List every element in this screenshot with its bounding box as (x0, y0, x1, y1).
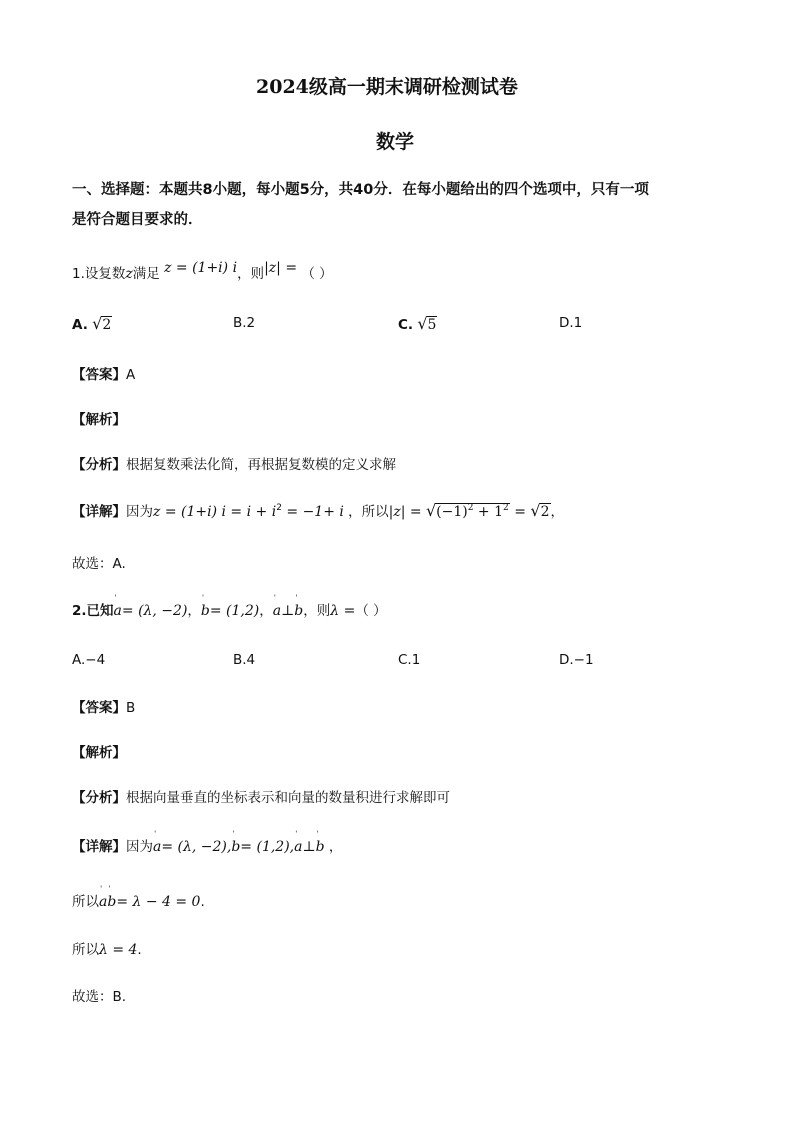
q1-var: z (125, 266, 133, 282)
question-1 (72, 262, 333, 282)
q2-option-b: B.4 (233, 652, 256, 668)
q2-fenxi-text: 根据向量垂直的坐标表示和向量的数量积进行求解即可 (126, 790, 450, 806)
q2-tail: （ ） (355, 603, 387, 619)
q2-fenxi-label: 【分析】 (72, 790, 126, 806)
q2-option-c: C.1 (398, 652, 421, 668)
q1-answer-label: 【答案】 (72, 367, 126, 383)
section-heading-line2: 是符合题目要求的． (72, 212, 203, 228)
q1-detail-eq1: z = (1+i) i = i + i (153, 504, 277, 520)
q1-detail-sup-a: 2 (467, 503, 474, 513)
sqrt-symbol: √5 (417, 314, 437, 333)
q1-detail-sup-b: 2 (503, 503, 509, 513)
q2-gu: 故选：B. (72, 989, 127, 1005)
vector-a: ˈ a (113, 594, 122, 619)
vector-b: ˈ b (107, 885, 117, 910)
perp-symbol: ⊥ (281, 603, 295, 619)
q1-option-c-value: 5 (427, 317, 437, 333)
q2-analysis-label: 【解析】 (72, 745, 126, 761)
q2-lambda-eq: λ = (330, 603, 356, 619)
q1-detail-eq1b: = −1+ i (281, 504, 344, 520)
q1-detail-eq2b: = (509, 504, 531, 520)
q1-gu: 故选：A. (72, 556, 126, 572)
q1-option-c (398, 314, 437, 333)
perp-symbol: ⊥ (302, 839, 316, 855)
section-heading-line1: 一、选择题：本题共8小题，每小题5分，共40分．在每小题给出的四个选项中，只有一项 (72, 182, 649, 198)
q1-option-a-label: A. (72, 317, 88, 333)
q2-detail-a: = (λ, −2), (161, 839, 232, 855)
q1-detail (72, 500, 564, 520)
q2-detail-b: = (1,2), (240, 839, 295, 855)
vector-b: ˈ b (315, 830, 325, 855)
q2-sep1: ， (187, 603, 201, 619)
q2-suoyi1-eq: = λ − 4 = 0 (116, 894, 201, 910)
q1-option-b: B.2 (233, 315, 256, 331)
q1-option-d: D.1 (559, 315, 583, 331)
q2-suoyi-1 (72, 885, 205, 910)
q2-option-d: D.−1 (559, 652, 594, 668)
q1-detail-sqrt-a: (−1) (436, 504, 468, 520)
sqrt-symbol: √2 (92, 314, 112, 333)
vector-a: ˈ a (272, 594, 282, 619)
q1-prefix: 1.设复数 (72, 266, 126, 282)
q2-prefix: 2.已知 (72, 603, 114, 619)
sqrt-symbol: $√(-1)^2 + 1^2$ (425, 501, 509, 520)
q1-detail-sqrt-b: + 1 (473, 504, 504, 520)
q1-fenxi-text: 根据复数乘法化简，再根据复数模的定义求解 (126, 457, 396, 473)
vector-a: ˈ a (99, 885, 108, 910)
q1-detail-label: 【详解】 (72, 504, 126, 520)
q2-answer (72, 696, 135, 716)
q1-equation: z = (1+i) i (164, 260, 238, 276)
q1-fenxi-label: 【分析】 (72, 457, 126, 473)
q2-suoyi1-prefix: 所以 (72, 894, 99, 910)
q2-answer-value: B (126, 700, 136, 716)
vector-b: ˈ b (200, 594, 210, 619)
q2-detail (72, 830, 343, 855)
q2-detail-prefix: 因为 (126, 839, 153, 855)
q2-answer-label: 【答案】 (72, 700, 126, 716)
q1-answer-value: A (126, 367, 136, 383)
q2-b-eq: = (1,2) (209, 603, 260, 619)
q1-mid: ，则 (237, 266, 265, 282)
question-2 (72, 594, 387, 619)
q2-a-eq: = (λ, −2) (121, 603, 188, 619)
q1-answer (72, 363, 135, 383)
vector-a: ˈ a (153, 830, 162, 855)
q1-detail-prefix: 因为 (126, 504, 153, 520)
q1-analysis-label: 【解析】 (72, 412, 126, 428)
q2-option-a: A.−4 (72, 652, 106, 668)
q1-detail-abs: |z| = (388, 504, 422, 520)
q1-cond: 满足 (132, 266, 160, 282)
q2-mid: ，则 (303, 603, 331, 619)
q2-fenxi (72, 786, 450, 806)
q1-detail-sqrt3: 2 (540, 504, 550, 520)
page-title: 2024级高一期末调研检测试卷 (256, 76, 518, 98)
q1-detail-sup: 2 (276, 503, 282, 513)
sqrt-symbol: √2 (530, 501, 550, 520)
q1-detail-end: ， (550, 504, 565, 520)
vector-a: ˈ a (294, 830, 303, 855)
q2-detail-label: 【详解】 (72, 839, 126, 855)
q2-suoyi2-eq: λ = 4 (99, 942, 138, 958)
q2-suoyi2-prefix: 所以 (72, 942, 99, 958)
q1-fenxi (72, 453, 396, 473)
vector-b: ˈ b (294, 594, 304, 619)
q1-detail-mid: ，所以 (348, 504, 389, 520)
vector-b: ˈ b (231, 830, 241, 855)
subject-title: 数学 (376, 131, 415, 153)
q2-sep2: ， (259, 603, 273, 619)
q1-tail: （ ） (301, 266, 333, 282)
q2-suoyi-2 (72, 938, 142, 958)
q1-option-a-value: 2 (102, 317, 112, 333)
q2-suoyi2-end: . (137, 942, 142, 958)
q1-option-a (72, 314, 112, 333)
q1-abs: |z| = (264, 260, 298, 276)
q1-option-c-label: C. (398, 317, 414, 333)
q2-suoyi1-end: . (200, 894, 205, 910)
q2-detail-end: ， (328, 839, 343, 855)
